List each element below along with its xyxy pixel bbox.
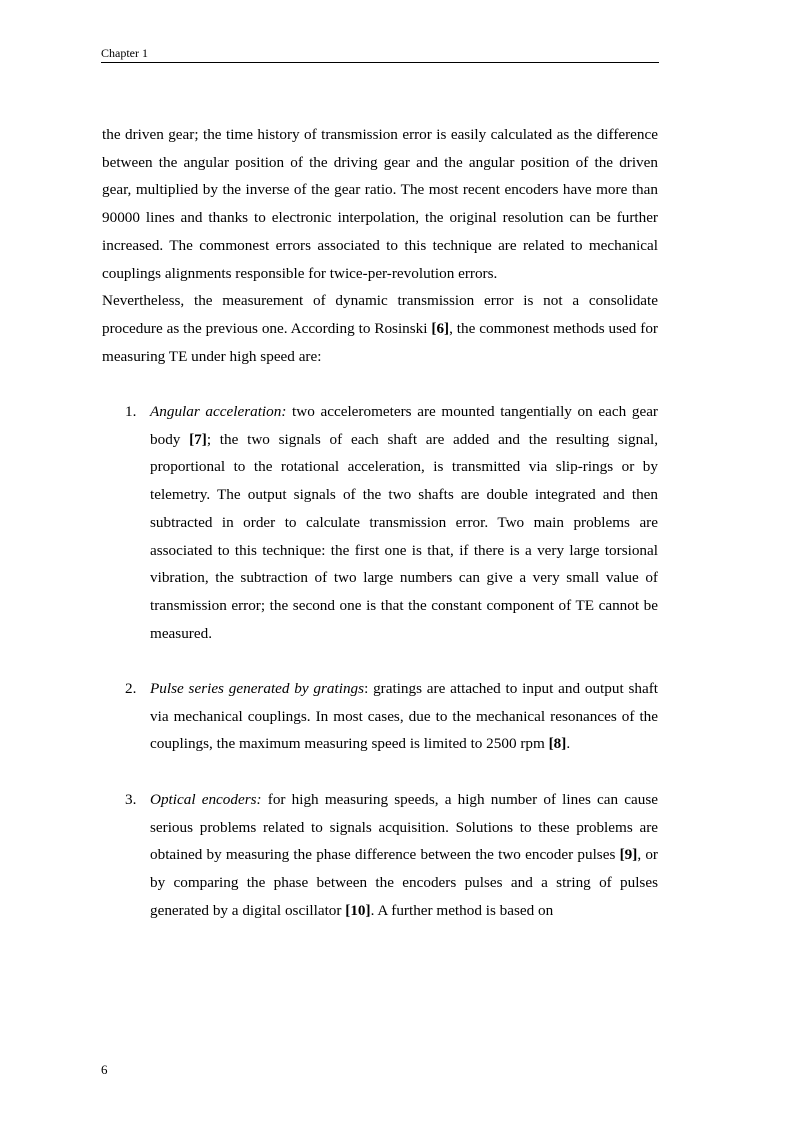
paragraph-text: , the commonest methods used for measuring TE under high speed are:: [102, 319, 658, 365]
list-item-text: : gratings are attached to input and output shaft via mechanical couplings. In most cases, due to the mechanical resonances of the couplings, the maximum measuring speed is limited to 2500 rpm: [150, 680, 659, 753]
list-item-title: Angular acceleration:: [150, 403, 287, 421]
list-number: 3.: [125, 790, 137, 808]
page-number: 6: [101, 1062, 108, 1077]
list-item: [102, 398, 658, 647]
citation-6: [6]: [431, 319, 450, 337]
list-item: [102, 786, 658, 925]
citation-8: [8]: [548, 735, 567, 753]
body-text: [102, 121, 658, 952]
list-item-text: for high measuring speeds, a high number of lines can cause serious problems related to signals acquisition. Solutions to these problems are obtained by measuring the phase difference between the two encoder pulses: [150, 790, 658, 864]
methods-list: [102, 398, 658, 924]
paragraph-text: Nevertheless, the measurement of dynamic transmission error is not a consolidate procedure as the previous one. According to Rosinski: [102, 292, 658, 337]
list-number: 1.: [125, 403, 137, 421]
citation-9: [9]: [619, 846, 638, 864]
paragraph: the driven gear; the time history of transmission error is easily calculated as the difference between the angular position of the driving gear and the angular position of the driven gear, multiplied by the inverse of the gear ratio. The most recent encoders have more than 90000 lines and thanks to electronic interpolation, the original resolution can be further increased. The commonest errors associated to this technique are related to mechanical couplings alignments responsible for twice-per-revolution errors.: [102, 126, 658, 282]
list-item: [102, 675, 658, 758]
citation-7: [7]: [189, 430, 207, 448]
paragraph: [102, 287, 658, 370]
list-item-text: ; the two signals of each shaft are added and the resulting signal, proportional to the rotational acceleration, is transmitted via slip-rings or by telemetry. The output signals of the two shafts are double integrated and then subtracted in order to calculate transmission error. Two main problems are associated to this technique: the first one is that, if there is a very large torsional vibration, the subtraction of two large numbers can give a very small value of transmission error; the second one is that the constant component of TE cannot be measured.: [150, 430, 658, 642]
list-item-title: Optical encoders:: [150, 790, 262, 808]
list-number: 2.: [125, 680, 137, 698]
list-item-title: Pulse series generated by gratings: [150, 680, 365, 698]
list-item-text: . A further method is based on: [370, 901, 554, 919]
citation-10: [10]: [345, 901, 371, 919]
list-item-text: two accelerometers are mounted tangentially on each gear body: [150, 403, 658, 448]
list-item-text: .: [566, 735, 571, 753]
list-item-text: , or by comparing the phase between the encoders pulses and a string of pulses generated by a digital oscillator: [150, 846, 658, 919]
chapter-label: Chapter 1: [101, 46, 148, 60]
running-header: [101, 46, 659, 63]
